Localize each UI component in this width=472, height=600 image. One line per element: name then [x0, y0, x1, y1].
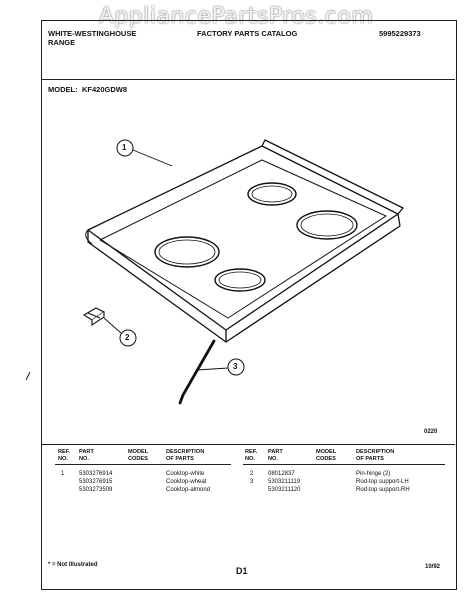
- revision-date: 10/92: [425, 564, 441, 570]
- page-number: D1: [236, 566, 248, 576]
- callout-2-label: 2: [125, 333, 130, 342]
- right-header-rule: [243, 464, 445, 465]
- left-row-1-part: 5303276914: [79, 471, 113, 477]
- pin-hinge-part: [84, 308, 104, 325]
- left-header-part: PART NO.: [79, 449, 94, 462]
- right-row-1-ref: 2: [250, 471, 254, 477]
- right-row-3-desc: Rod-top support-RH: [356, 487, 410, 493]
- left-header-model: MODEL CODES: [128, 449, 149, 462]
- right-row-1-part: 08012837: [268, 471, 295, 477]
- left-row-3-desc: Cooktop-almond: [166, 487, 211, 493]
- callout-2-leader: [104, 318, 121, 333]
- right-header-model: MODEL CODES: [316, 449, 337, 462]
- left-header-rule: [55, 464, 231, 465]
- right-header-ref: REF. NO.: [245, 449, 258, 462]
- burner-opening-front-left-inner: [159, 240, 215, 264]
- right-row-2-desc: Rod-top support-LH: [356, 479, 409, 485]
- figure-code: 0220: [424, 429, 438, 435]
- footnote: * = Not Illustrated: [48, 562, 98, 568]
- right-row-2-part: 5303211119: [268, 479, 301, 485]
- left-header-ref: REF. NO.: [58, 449, 71, 462]
- catalog-title: FACTORY PARTS CATALOG: [197, 29, 298, 38]
- burner-opening-rear-left-inner: [252, 186, 292, 202]
- scan-mark: [26, 372, 30, 380]
- catalog-number: 5995229373: [379, 29, 421, 38]
- callout-3-label: 3: [233, 362, 238, 371]
- left-row-2-desc: Cooktop-wheat: [166, 479, 207, 485]
- support-rod-part: [180, 341, 214, 403]
- left-header-desc: DESCRIPTION OF PARTS: [166, 449, 205, 462]
- callout-1-label: 1: [122, 143, 127, 152]
- left-row-1-ref: 1: [61, 471, 65, 477]
- right-row-1-desc: Pin-hinge (2): [356, 471, 391, 477]
- brand-name: WHITE-WESTINGHOUSE: [48, 29, 137, 38]
- right-row-2-ref: 3: [250, 479, 254, 485]
- left-row-3-part: 5303273509: [79, 487, 113, 493]
- table-top-rule: [41, 444, 455, 445]
- product-type: RANGE: [48, 38, 76, 47]
- right-header-desc: DESCRIPTION OF PARTS: [356, 449, 395, 462]
- cooktop-inner-edge: [100, 160, 386, 318]
- model-value: KF420GDW8: [82, 85, 128, 94]
- burner-opening-rear-right-inner: [301, 214, 353, 236]
- right-row-3-part: 5303211120: [268, 487, 301, 493]
- model-label: MODEL:: [48, 85, 78, 94]
- callout-3-leader: [197, 368, 228, 370]
- right-header-part: PART NO.: [268, 449, 283, 462]
- left-row-1-desc: Cooktop-white: [166, 471, 205, 477]
- burner-opening-front-right-inner: [219, 272, 261, 288]
- watermark: AppliancePartsPros.com: [98, 4, 374, 29]
- callout-1-leader: [133, 150, 172, 166]
- left-row-2-part: 5303276915: [79, 479, 113, 485]
